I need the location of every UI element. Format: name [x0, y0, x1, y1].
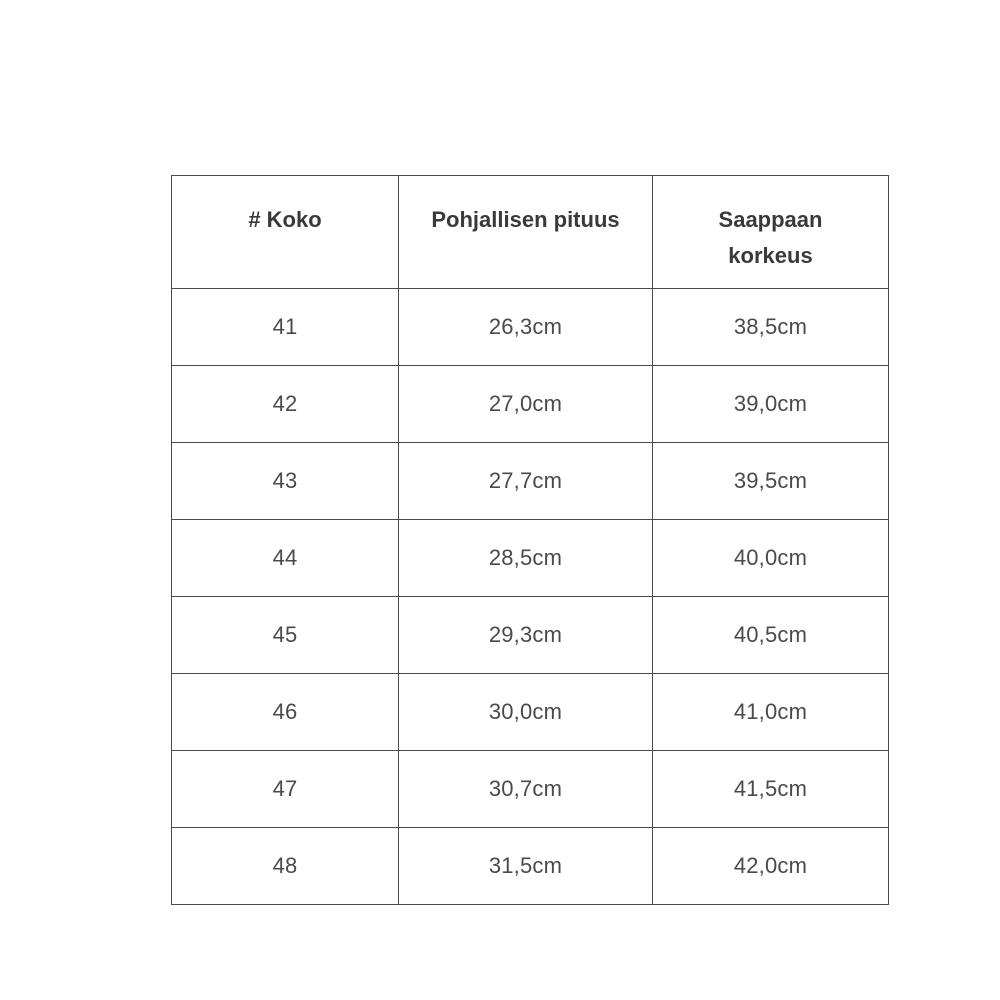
cell-koko: 41 — [172, 289, 399, 366]
table-row — [172, 828, 889, 905]
cell-koko: 46 — [172, 674, 399, 751]
header-saappaan-korkeus — [653, 176, 889, 289]
cell-koko: 44 — [172, 520, 399, 597]
table-row — [172, 289, 889, 366]
header-koko-label: # Koko — [248, 207, 322, 232]
cell-pohjallisen-pituus: 26,3cm — [399, 289, 653, 366]
table-row — [172, 751, 889, 828]
table-row — [172, 674, 889, 751]
table-row — [172, 520, 889, 597]
cell-saappaan-korkeus: 39,5cm — [653, 443, 889, 520]
table-row — [172, 366, 889, 443]
cell-pohjallisen-pituus: 27,0cm — [399, 366, 653, 443]
header-saappaan-korkeus-label: Saappaan korkeus — [718, 207, 823, 268]
cell-koko: 43 — [172, 443, 399, 520]
cell-saappaan-korkeus: 39,0cm — [653, 366, 889, 443]
cell-saappaan-korkeus: 38,5cm — [653, 289, 889, 366]
cell-pohjallisen-pituus: 29,3cm — [399, 597, 653, 674]
header-pohjallisen-pituus — [399, 176, 653, 289]
cell-koko: 45 — [172, 597, 399, 674]
cell-pohjallisen-pituus: 30,0cm — [399, 674, 653, 751]
cell-pohjallisen-pituus: 30,7cm — [399, 751, 653, 828]
table-row — [172, 443, 889, 520]
cell-pohjallisen-pituus: 28,5cm — [399, 520, 653, 597]
cell-pohjallisen-pituus: 31,5cm — [399, 828, 653, 905]
header-row — [172, 176, 889, 289]
cell-saappaan-korkeus: 42,0cm — [653, 828, 889, 905]
cell-saappaan-korkeus: 41,0cm — [653, 674, 889, 751]
table-header — [172, 176, 889, 289]
header-koko — [172, 176, 399, 289]
cell-saappaan-korkeus: 40,0cm — [653, 520, 889, 597]
size-chart-table — [171, 175, 889, 905]
cell-koko: 47 — [172, 751, 399, 828]
table-row — [172, 597, 889, 674]
cell-pohjallisen-pituus: 27,7cm — [399, 443, 653, 520]
cell-saappaan-korkeus: 40,5cm — [653, 597, 889, 674]
cell-koko: 42 — [172, 366, 399, 443]
cell-koko: 48 — [172, 828, 399, 905]
cell-saappaan-korkeus: 41,5cm — [653, 751, 889, 828]
table-body — [172, 289, 889, 905]
header-pohjallisen-pituus-label: Pohjallisen pituus — [431, 207, 620, 232]
